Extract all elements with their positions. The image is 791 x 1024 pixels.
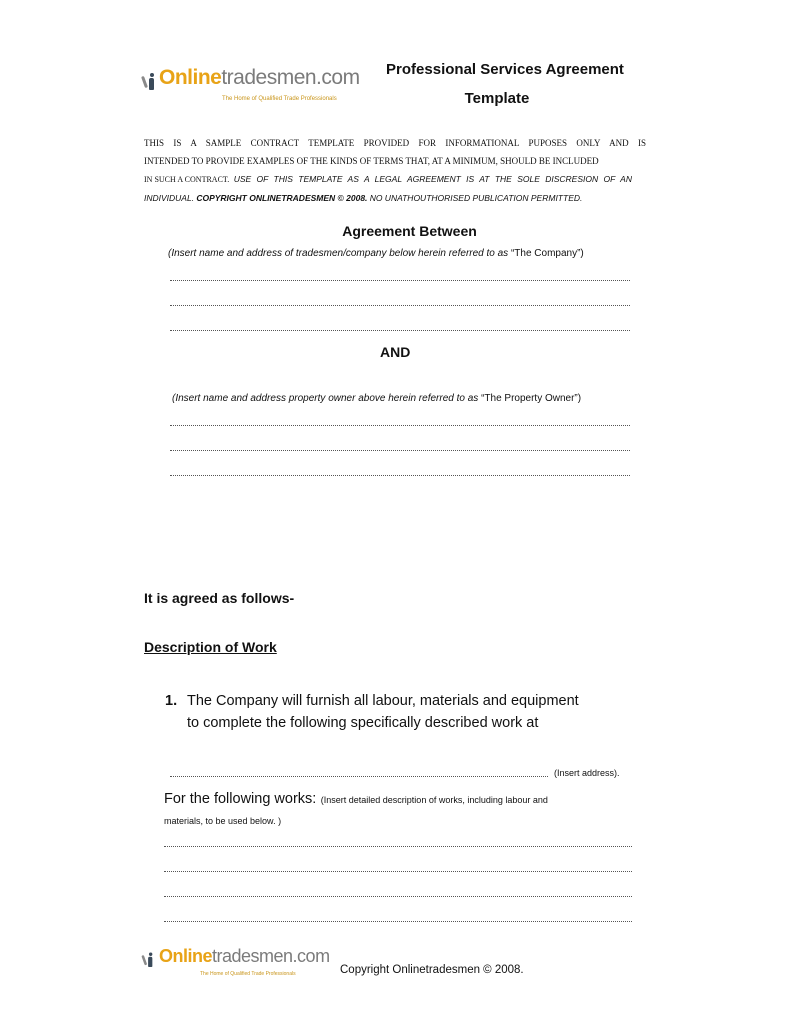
agreement-between-heading: Agreement Between — [342, 223, 477, 239]
company-address-field-2[interactable] — [170, 330, 630, 331]
item-number: 1. — [165, 693, 178, 709]
tradesman-figure-icon — [143, 70, 157, 90]
header-logo — [143, 66, 360, 90]
company-name-field[interactable] — [170, 280, 630, 281]
disclaimer-line3: IN SUCH A CONTRACT. USE OF THIS TEMPLATE AS A LEGAL AGREEMENT IS AT THE SOLE DISCRESION OF AN — [144, 174, 632, 184]
logo-tagline: The Home of Qualified Trade Professionals — [222, 96, 337, 102]
owner-name-field[interactable] — [170, 425, 630, 426]
owner-address-field-2[interactable] — [170, 475, 630, 476]
logo-tradesmen-text: tradesmen.com — [212, 946, 330, 966]
works-description-field-1[interactable] — [164, 846, 632, 847]
tradesman-figure-icon — [143, 950, 155, 967]
following-works-line — [164, 790, 548, 808]
work-item-1: 1. The Company will furnish all labour, materials and equipment to complete the following specifically described work at — [165, 690, 579, 734]
work-address-field[interactable] — [170, 776, 548, 777]
works-description-field-3[interactable] — [164, 896, 632, 897]
and-label: AND — [380, 344, 411, 360]
footer-logo-tagline: The Home of Qualified Trade Professionals — [200, 971, 296, 977]
works-description-field-2[interactable] — [164, 871, 632, 872]
company-instruction: (Insert name and address of tradesmen/company below herein referred to as “The Company”) — [168, 248, 584, 259]
logo-online-text: Online — [159, 946, 213, 966]
document-title-line1: Professional Services Agreement — [386, 61, 624, 78]
owner-instruction: (Insert name and address property owner above herein referred to as “The Property Owner”) — [172, 393, 582, 404]
disclaimer-line1: THIS IS A SAMPLE CONTRACT TEMPLATE PROVIDED FOR INFORMATIONAL PUPOSES ONLY AND IS — [144, 138, 646, 148]
disclaimer — [144, 134, 646, 207]
agreed-heading: It is agreed as follows- — [144, 590, 295, 606]
disclaimer-line2: INTENDED TO PROVIDE EXAMPLES OF THE KINDS OF TERMS THAT, AT A MINIMUM, SHOULD BE INCLUDED — [144, 156, 599, 166]
works-instruction-cont: materials, to be used below. ) — [164, 816, 282, 826]
footer-copyright: Copyright Onlinetradesmen © 2008. — [340, 964, 524, 976]
owner-address-field-1[interactable] — [170, 450, 630, 451]
company-address-field-1[interactable] — [170, 305, 630, 306]
works-description-field-4[interactable] — [164, 921, 632, 922]
document-title-line2: Template — [464, 90, 530, 107]
logo-online-text: Online — [159, 66, 222, 89]
works-instruction: (Insert detailed description of works, including labour and — [320, 795, 548, 805]
disclaimer-line4: INDIVIDUAL. COPYRIGHT ONLINETRADESMEN © 2008. NO UNATHOUTHORISED PUBLICATION PERMITTED. — [144, 193, 583, 203]
logo-tradesmen-text: tradesmen.com — [221, 66, 360, 89]
footer-logo — [143, 946, 330, 967]
works-label: For the following works: — [164, 791, 317, 807]
insert-address-note: (Insert address). — [554, 768, 620, 778]
description-of-work-heading: Description of Work — [144, 639, 277, 655]
